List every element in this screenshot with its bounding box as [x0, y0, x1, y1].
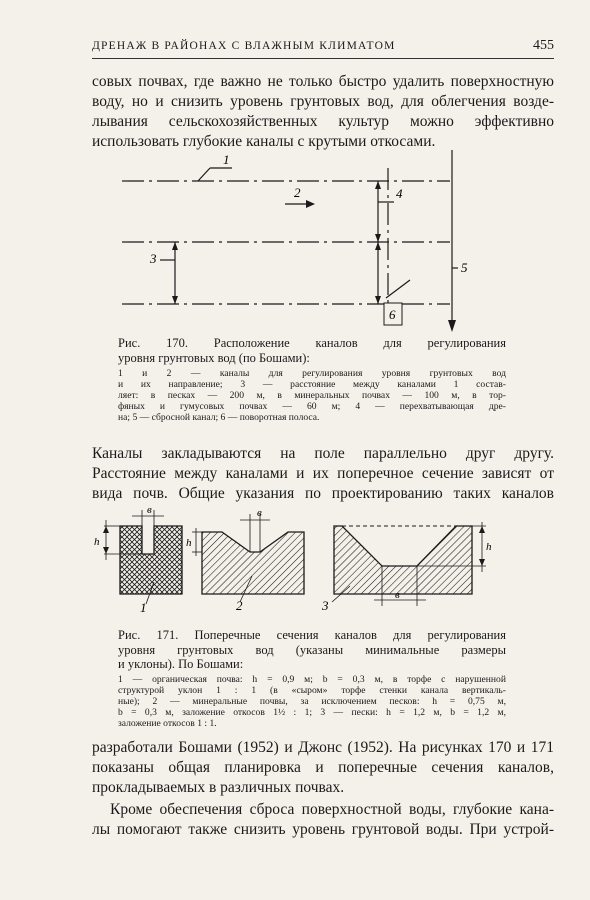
- legend-line: структурой уклон 1 : 1 (в «сыром» торфе стенки канала вертикаль-: [118, 685, 506, 696]
- legend-line: на; 5 — сбросной канал; 6 — поворотная полоса.: [118, 412, 320, 423]
- figure-170-canal-layout: [110, 148, 480, 333]
- text-line: прокладываемых в различных почвах.: [92, 779, 345, 796]
- legend-line: b = 0,3 м, заложение откосов 1½ : 1; 3 — пески: h = 1,2 м, b = 1,2 м,: [118, 707, 506, 718]
- legend-line: ляет: в песках — 200 м, в минеральных почвах — 100 м, в тор-: [118, 390, 506, 401]
- legend-line: фяных и гумусовых почвах — 60 м; 4 — перехватывающая дре-: [118, 401, 506, 412]
- paragraph-2: [92, 444, 554, 504]
- text-line: показаны общая планировка и поперечные сечения каналов,: [92, 759, 554, 776]
- fig170-label-6: 6: [389, 307, 396, 322]
- legend-line: 1 и 2 — каналы для регулирования уровня грунтовых вод: [118, 368, 506, 379]
- section-1-dim-h: h: [94, 536, 100, 548]
- text-line: лывания сельскохозяйственных культур можно эффективно: [92, 113, 554, 130]
- legend-line: ные); 2 — минеральные почвы, за исключением песков: h = 0,75 м,: [118, 696, 506, 707]
- figure-170-legend: [118, 368, 506, 423]
- section-1-dim-b: в: [147, 504, 152, 516]
- caption-line: уровня грунтовых вод (указаны минимальные размеры: [118, 642, 506, 657]
- page-number: 455: [533, 38, 554, 53]
- fig170-label-4: 4: [396, 186, 403, 201]
- text-line: Каналы закладываются на поле параллельно друг другу.: [92, 445, 554, 462]
- section-2-dim-b: в: [257, 507, 262, 519]
- text-line: лы помогают также снизить уровень грунтовой воды. При устрой-: [92, 821, 554, 838]
- text-line: вида почв. Общие указания по проектированию таких каналов: [92, 485, 554, 502]
- caption-line: Рис. 170. Расположение каналов для регулирования: [118, 336, 506, 350]
- section-2-mineral-soil: [202, 532, 304, 594]
- text-line: использовать глубокие каналы с крутыми откосами.: [92, 133, 436, 150]
- figure-171-cross-sections: [92, 502, 512, 622]
- figure-170-caption: [118, 336, 506, 365]
- paragraph-3: [92, 738, 554, 798]
- text-line: воду, но и снизить уровень грунтовых вод, для облегчения возде-: [92, 93, 554, 110]
- legend-line: и их направление; 3 — расстояние между каналами 1 состав-: [118, 379, 506, 390]
- caption-line: Рис. 171. Поперечные сечения каналов для регулирования: [118, 628, 506, 642]
- text-line: Расстояние между каналами и их поперечное сечение зависят от: [92, 465, 554, 482]
- section-2-label: 2: [236, 598, 243, 613]
- text-line: совых почвах, где важно не только быстро удалить поверхностную: [92, 73, 554, 90]
- figure-171-caption: [118, 628, 506, 672]
- fig170-label-2: 2: [294, 185, 301, 200]
- text-line: разработали Бошами (1952) и Джонс (1952). На рисунках 170 и 171: [92, 739, 554, 756]
- caption-line: и уклоны). По Бошами:: [118, 657, 244, 671]
- fig170-label-1: 1: [223, 152, 230, 167]
- text-line: Кроме обеспечения сброса поверхностной воды, глубокие кана-: [110, 801, 554, 818]
- section-3-dim-b: в: [395, 589, 400, 601]
- section-1-organic-soil: [120, 526, 182, 594]
- section-2-dim-h: h: [186, 537, 192, 549]
- fig170-label-5: 5: [461, 260, 468, 275]
- legend-line: 1 — органическая почва: h = 0,9 м; b = 0,3 м, в торфе с нарушенной: [118, 674, 506, 685]
- figure-171-legend: [118, 674, 506, 729]
- paragraph-4: [92, 800, 554, 840]
- header-title: ДРЕНАЖ В РАЙОНАХ С ВЛАЖНЫМ КЛИМАТОМ: [92, 40, 396, 52]
- paragraph-1: [92, 72, 554, 152]
- section-1-label: 1: [140, 600, 147, 615]
- legend-line: заложение откосов 1 : 1.: [118, 718, 217, 729]
- running-header: [92, 38, 554, 59]
- section-3-dim-h: h: [486, 541, 492, 553]
- section-3-sand: [334, 526, 472, 594]
- section-3-label: 3: [322, 598, 329, 613]
- caption-line: уровня грунтовых вод (по Бошами):: [118, 350, 310, 365]
- fig170-label-3: 3: [150, 251, 157, 266]
